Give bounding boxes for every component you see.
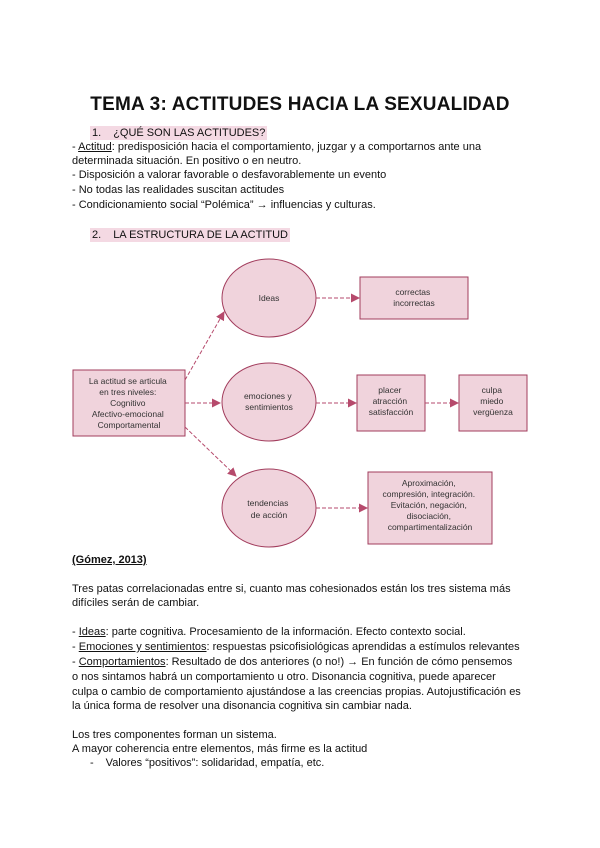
definition-text: : predisposición hacia el comportamiento, juzgar y a comportarnos ante una	[111, 141, 482, 153]
ideas-label: Ideas	[258, 293, 280, 303]
values-item	[90, 756, 324, 770]
pleasure-text: placer atracción satisfacción	[368, 385, 414, 417]
text-line: - Disposición a valorar favorable o desfavorablemente un evento	[72, 169, 387, 181]
dash: -	[72, 141, 79, 153]
text-line: - Condicionamiento social “Polémica” → influencias y culturas.	[72, 199, 376, 211]
emotions-label: emociones y sentimientos	[243, 391, 293, 412]
bullet-ideas	[72, 625, 466, 639]
text-line: difíciles serán de cambiar.	[72, 597, 200, 609]
bullet-text: : parte cognitiva. Procesamiento de la información. Efecto contexto social.	[105, 626, 466, 638]
text-line: determinada situación. En positivo o en neutro.	[72, 155, 302, 167]
bullet-text: : respuestas psicofisiológicas aprendidas a estímulos relevantes	[206, 641, 520, 653]
page-title: TEMA 3: ACTITUDES HACIA LA SEXUALIDAD	[90, 94, 510, 115]
text-line: la única forma de resolver una disonancia cognitiva sin cambiar nada.	[72, 700, 412, 712]
tendencies-node	[222, 469, 316, 547]
text-line: A mayor coherencia entre elementos, más firme es la actitud	[72, 743, 368, 755]
dash: -	[72, 656, 79, 668]
values-text: Valores “positivos”: solidaridad, empatía, etc.	[105, 757, 325, 769]
bullet-behaviour	[72, 655, 512, 669]
text-line: o nos sintamos habrá un comportamiento u otro. Disonancia cognitiva, puede aparecer	[72, 671, 496, 683]
dash: -	[90, 757, 94, 769]
section-number: 2.	[92, 229, 102, 241]
section-number: 1.	[92, 127, 102, 139]
term-behaviour: Comportamientos	[78, 656, 166, 668]
dash: -	[72, 626, 79, 638]
text-line: Tres patas correlacionadas entre si, cuanto mas cohesionados están los tres sistema más	[72, 583, 511, 595]
source-text: La actitud se articula en tres niveles: Cognitivo Afectivo-emocional Comportamental	[88, 376, 167, 430]
section-label: LA ESTRUCTURA DE LA ACTITUD	[113, 229, 289, 241]
term-emotions: Emociones y sentimientos	[78, 641, 207, 653]
section-label: ¿QUÉ SON LAS ACTITUDES?	[113, 127, 266, 139]
arrow-to-tendencies	[185, 427, 236, 476]
dash: -	[72, 641, 79, 653]
text-line: culpa o cambio de comportamiento ajustándose a las creencias propias. Autojustificación es	[72, 686, 521, 698]
tendencies-label: tendencias de acción	[247, 498, 289, 520]
bullet-emotions	[72, 640, 520, 654]
term-actitud: Actitud	[78, 141, 112, 153]
term-ideas: Ideas	[78, 626, 106, 638]
text-line: - No todas las realidades suscitan actitudes	[72, 184, 285, 196]
guilt-text: culpa miedo vergüenza	[473, 385, 513, 417]
citation: (Gómez, 2013)	[72, 554, 147, 566]
correct-text: correctas incorrectas	[393, 287, 435, 308]
bullet-text: : Resultado de dos anteriores (o no!) → En función de cómo pensemos	[165, 656, 513, 668]
text-line: Los tres componentes forman un sistema.	[72, 729, 277, 741]
approach-text: Aproximación, compresión, integración. Evitación, negación, disociación, compartimentalización	[382, 478, 476, 532]
arrow-to-ideas	[185, 312, 224, 380]
